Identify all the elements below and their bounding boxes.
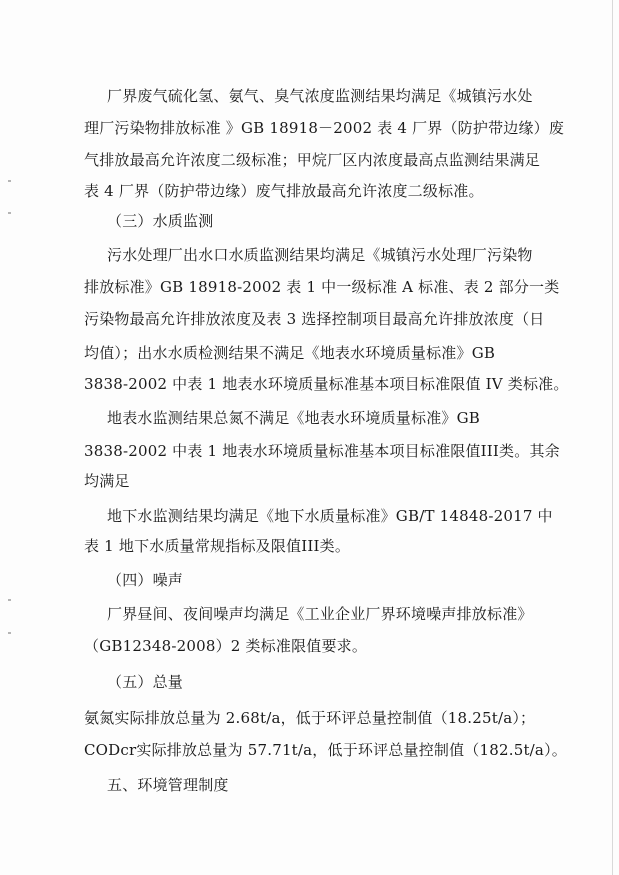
paragraph-line: 地表水监测结果总氮不满足《地表水环境质量标准》GB: [107, 409, 481, 427]
paragraph-line: 污水处理厂出水口水质监测结果均满足《城镇污水处理厂污染物: [107, 246, 533, 264]
paragraph-line: 3838-2002 中表 1 地表水环境质量标准基本项目标准限值III类。其余: [84, 442, 560, 460]
paragraph-line: 表 4 厂界（防护带边缘）废气排放最高允许浓度二级标准。: [84, 182, 484, 200]
paragraph-line: 3838-2002 中表 1 地表水环境质量标准基本项目标准限值 IV 类标准。: [84, 375, 569, 393]
scan-edge-line: [612, 0, 613, 875]
scan-speck: [8, 632, 11, 634]
paragraph-line: 地下水监测结果均满足《地下水质量标准》GB/T 14848-2017 中: [107, 507, 553, 525]
section-heading: （五）总量: [107, 673, 184, 691]
scan-speck: [8, 212, 11, 214]
paragraph-line: 厂界废气硫化氢、氨气、臭气浓度监测结果均满足《城镇污水处: [107, 87, 533, 105]
paragraph-line: 污染物最高允许排放浓度及表 3 选择控制项目最高允许排放浓度（日: [84, 310, 545, 328]
paragraph-line: 均满足: [84, 472, 130, 490]
scan-speck: [8, 599, 11, 601]
paragraph-line: 氨氮实际排放总量为 2.68t/a，低于环评总量控制值（18.25t/a）；: [84, 709, 536, 727]
paragraph-line: CODcr实际排放总量为 57.71t/a，低于环评总量控制值（182.5t/a）。: [84, 741, 567, 759]
paragraph-line: 理厂污染物排放标准 》GB 18918－2002 表 4 厂界（防护带边缘）废: [84, 119, 565, 137]
paragraph-line: 表 1 地下水质量常规指标及限值III类。: [84, 537, 351, 555]
paragraph-line: 厂界昼间、夜间噪声均满足《工业企业厂界环境噪声排放标准》: [107, 605, 533, 623]
paragraph-line: 气排放最高允许浓度二级标准；甲烷厂区内浓度最高点监测结果满足: [84, 151, 541, 169]
paragraph-line: 排放标准》GB 18918-2002 表 1 中一级标准 A 标准、表 2 部分一类: [84, 278, 560, 296]
section-heading: （四）噪声: [107, 571, 184, 589]
chapter-heading: 五、环境管理制度: [107, 776, 229, 794]
section-heading: （三）水质监测: [107, 212, 214, 230]
scan-speck: [8, 180, 11, 182]
paragraph-line: 均值）；出水水质检测结果不满足《地表水环境质量标准》GB: [84, 344, 496, 362]
paragraph-line: （GB12348-2008）2 类标准限值要求。: [84, 637, 368, 655]
